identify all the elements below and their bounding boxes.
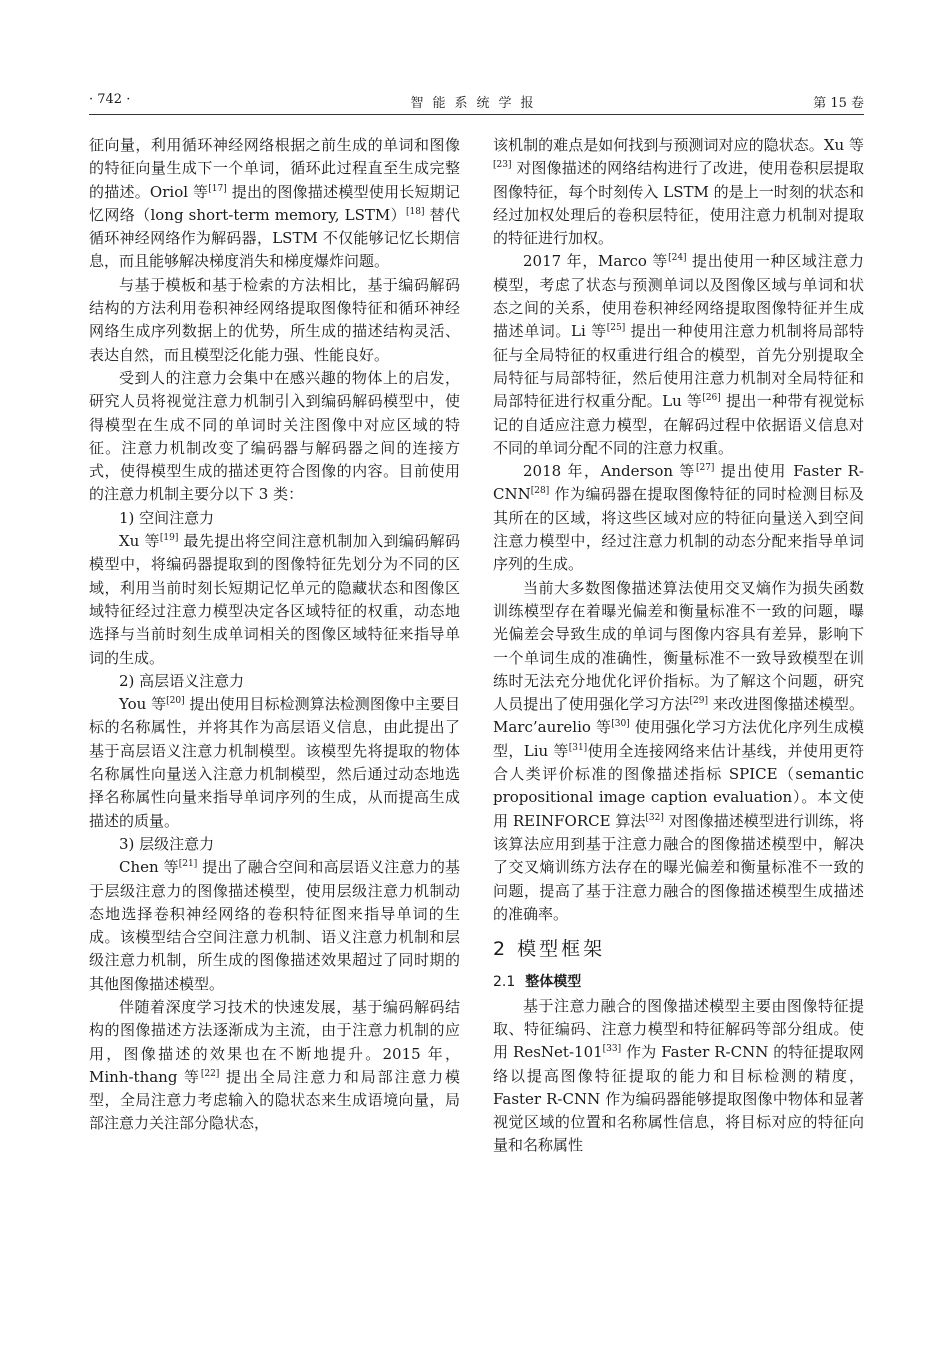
text-run: 提出使用目标检测算法检测图像中主要目标的名称属性，并将其作为高层语义信息，由此提出了基于高层语义注意力机制模型。该模型先将提取的物体名称属性向量送入注意力机制模型，然后通过动态地选择名称属性向量来指导单词序列的生成，从而提高生成描述的质量。 [89,695,460,830]
text-run: 提出使用 Faster R-CNN [493,462,864,504]
header-rule [89,114,864,115]
citation-ref: [25] [606,323,626,334]
paragraph: 与基于模板和基于检索的方法相比，基于编码解码结构的方法利用卷积神经网络提取图像特征和循环神经网络生成序列数据上的优势，所生成的描述结构灵活、表达自然，而且模型泛化能力强、性能良好。 [89,275,460,364]
paragraph [493,460,864,576]
paragraph [89,996,460,1136]
text-run: 提出的图像描述模型使用长短期记忆网络（long short-term memory, LSTM） [89,182,460,224]
text-run: 替代循环神经网络作为解码器，LSTM 不仅能够记忆长期信息，而且能够解决梯度消失和梯度爆炸问题。 [89,205,460,271]
citation-ref: [19] [159,533,179,544]
page-number: · 742 · [89,92,131,107]
citation-ref: [18] [406,206,425,217]
running-header [89,92,864,114]
text-run: 对图像描述模型进行训练，将该算法应用到基于注意力融合的图像描述模型中，解决了交叉熵训练方法存在的曝光偏差和衡量标准不一致的问题，提高了基于注意力融合的图像描述模型生成描述的准确率。 [493,811,864,923]
text-run: 作为编码器在提取图像特征的同时检测目标及其所在的区域，将这些区域对应的特征向量送入到空间注意力模型中，经过注意力机制的动态分配来指导单词序列的生成。 [493,485,864,574]
paragraph [493,134,864,250]
citation-ref: [28] [530,486,550,497]
journal-title: 智能系统学报 [410,96,543,111]
citation-ref: [29] [689,696,709,707]
citation-ref: [17] [208,183,227,194]
section-number: 2 [493,938,509,961]
citation-ref: [22] [200,1068,220,1079]
subsection-title: 整体模型 [525,974,582,991]
paragraph [493,250,864,460]
paragraph [89,134,460,274]
text-run: 2018 年，Anderson 等 [523,462,696,481]
subsection-heading [493,971,864,994]
citation-ref: [26] [702,393,721,404]
paragraph [89,530,460,670]
right-column [493,134,864,1158]
citation-ref: [23] [493,160,512,171]
text-run: 2017 年，Marco 等 [523,252,669,271]
text-run: 使用全连接网络来估计基线，并使用更符合人类评价标准的图像描述指标 SPICE（semantic propositional image caption evaluation）。本文使用 REINFORCE 算法 [493,741,864,830]
citation-ref: [24] [668,253,687,264]
list-heading: 3) 层级注意力 [119,834,215,853]
text-run: 提出了融合空间和高层语义注意力的基于层级注意力的图像描述模型，使用层级注意力机制动态地选择卷积神经网络的卷积特征图来指导单词的生成。该模型结合空间注意力机制、语义注意力机制和层级注意力机制，所生成的图像描述效果超过了同时期的其他图像描述模型。 [89,858,460,993]
text-run: 使用强化学习方法优化序列生成模型，Liu 等 [493,718,864,760]
citation-ref: [21] [178,859,198,870]
text-run: 提出使用一种区域注意力模型，考虑了状态与预测单词以及图像区域与单词和状态之间的关系，使用卷积神经网络提取图像特征并生成描述单词。Li 等 [493,252,864,341]
text-run: 来改进图像描述模型。Marc’aurelio 等 [493,695,864,737]
volume-label: 第 15 卷 [813,96,864,111]
citation-ref: [32] [645,812,664,823]
section-heading [493,938,864,961]
citation-ref: [33] [602,1044,622,1055]
text-run: 当前大多数图像描述算法使用交叉熵作为损失函数训练模型存在着曝光偏差和衡量标准不一致的问题，曝光偏差会导致生成的单词与图像内容具有差异，影响下一个单词生成的准确性，衡量标准不一致导致模型在训练时无法充分地优化评价指标。为了解这个问题，研究人员提出了使用强化学习方法 [493,578,864,714]
left-column [89,134,460,1136]
text-run: Chen 等 [119,858,179,877]
text-run: 最先提出将空间注意机制加入到编码解码模型中，将编码器提取到的图像特征先划分为不同的区域，利用当前时刻长短期记忆单元的隐藏状态和图像区域特征经过注意力模型决定各区域特征的权重，动态地选择与当前时刻生成单词相关的图像区域特征来指导单词的生成。 [89,532,460,667]
text-run: 提出一种使用注意力机制将局部特征与全局特征的权重进行组合的模型，首先分别提取全局特征与局部特征，然后使用注意力机制对全局特征和局部特征进行权重分配。Lu 等 [493,322,864,411]
text-run: 对图像描述的网络结构进行了改进，使用卷积层提取图像特征，每个时刻传入 LSTM 的是上一时刻的状态和经过加权处理后的卷积层特征，使用注意力机制对提取的特征进行加权。 [493,159,864,248]
text-run: 基于注意力融合的图像描述模型主要由图像特征提取、特征编码、注意力模型和特征解码等部分组成。使用 ResNet-101 [493,996,864,1062]
citation-ref: [27] [695,463,715,474]
paragraph: 受到人的注意力会集中在感兴趣的物体上的启发，研究人员将视觉注意力机制引入到编码解码模型中，使得模型在生成不同的单词时关注图像中对应区域的特征。注意力机制改变了编码器与解码器之间的连接方式，使得模型生成的描述更符合图像的内容。目前使用的注意力机制主要分以下 3 类： [89,368,460,504]
list-heading: 1) 空间注意力 [119,508,215,527]
text-run: 该机制的难点是如何找到与预测词对应的隐状态。Xu 等 [493,136,864,154]
paragraph [89,693,460,833]
list-heading: 2) 高层语义注意力 [119,671,245,690]
citation-ref: [30] [611,719,630,730]
text-run: 伴随着深度学习技术的快速发展，基于编码解码结构的图像描述方法逐渐成为主流，由于注意力机制的应用，图像描述的效果也在不断地提升。2015 年，Minh-thang 等 [89,997,460,1086]
subsection-number: 2.1 [493,974,516,991]
text-run: Xu 等 [119,532,160,551]
citation-ref: [20] [166,696,185,707]
section-title: 模型框架 [517,938,606,961]
paragraph [493,577,864,926]
text-run: 提出一种带有视觉标记的自适应注意力模型，在解码过程中依据语义信息对不同的单词分配不同的注意力权重。 [493,392,864,457]
paragraph [89,856,460,996]
text-run: 作为 Faster R-CNN 的特征提取网络以提高图像特征提取的能力和目标检测的精度，Faster R-CNN 作为编码器能够提取图像中物体和显著视觉区域的位置和名称属性信息，将目标对应的特征向量和名称属性 [493,1043,864,1155]
text-run: 征向量，利用循环神经网络根据之前生成的单词和图像的特征向量生成下一个单词，循环此过程直至生成完整的描述。Oriol 等 [89,136,460,201]
citation-ref: [31] [568,742,588,753]
text-run: You 等 [119,695,167,714]
paragraph [493,995,864,1158]
text-run: 提出全局注意力和局部注意力模型，全局注意力考虑输入的隐状态来生成语境向量，局部注意力关注部分隐状态， [89,1067,460,1133]
